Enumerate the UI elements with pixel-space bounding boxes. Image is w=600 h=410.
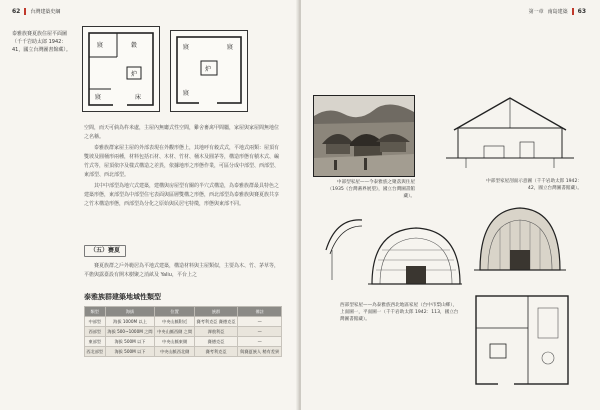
body-paragraph: 其中中部型為地穴式建築，建構與房屋型有關的半穴式構造，為泰雅族群最具特色之建築形態，東部型為中部型住宅表面與區層雙構之形態，西北部型為泰雅族與賽夏族共享之竹木構造形態，西部型為分化之原始與民居宅特徵，形態與東部不同。 (84, 183, 280, 207)
table-header-cell: 族群 (194, 307, 238, 317)
table-row (85, 347, 282, 357)
table-cell: 中央山脈西側 之間 (155, 327, 194, 337)
table-cell: 海拔 500M 以下 (105, 337, 155, 347)
left-page (0, 0, 299, 410)
body-paragraph: 泰雅族群家屋主屋的外部表現在外觀形態上，其地呼有穀式式，平地式兩類：屋頂有雙坡及圓桶形兩種，材料包括石材、木材、竹材、桶木及圓茅等，構造形態有積木式、編竹式等，屋頂依序及樣式構造之差異，依據地形之形態作業，可區分成中部型、西部型、東部型、西北部型。 (84, 145, 280, 178)
table-cell: 海拔 500~1000M 之間 (105, 327, 155, 337)
left-page-header (12, 8, 60, 15)
table-row (85, 317, 282, 327)
plan1-label-3: 炉 (131, 71, 138, 78)
right-page-number: 63 (577, 8, 586, 15)
plan1-label-2: 穀 (131, 42, 138, 49)
table-cell: 中央山脈附近 (155, 317, 194, 327)
plan1-label-4: 寢 (95, 94, 102, 101)
table-cell: 中央山脈西北側 (155, 347, 194, 357)
table-header-cell: 備註 (238, 307, 282, 317)
table-header-cell: 海拔 (105, 307, 155, 317)
header-accent-bar (24, 8, 26, 15)
table-cell: 中部型 (85, 317, 106, 327)
region-type-table (84, 306, 282, 357)
left-running-title: 台灣建築史綱 (30, 9, 61, 15)
plan2-label-4: 寢 (183, 90, 190, 97)
table-header-cell: 位置 (155, 307, 194, 317)
table-cell: 西北部型 (85, 347, 106, 357)
house-section-drawing (440, 88, 580, 174)
table-title: 泰雅族群建築地域性類型 (84, 293, 161, 301)
left-page-number: 62 (12, 8, 21, 15)
table-row (85, 327, 282, 337)
main-body-text (84, 124, 282, 211)
table-cell: 與賽夏族人 稍有差異 (238, 347, 282, 357)
table-cell: 賽德克亞 (194, 337, 238, 347)
table-cell: — (238, 337, 282, 347)
table-header-cell: 類型 (85, 307, 106, 317)
plan2-label-2: 寢 (227, 44, 234, 51)
header-accent-bar (572, 8, 574, 15)
floor-plan-figure-1 (82, 26, 160, 112)
plan1-label-1: 寢 (97, 42, 104, 49)
table-cell: — (238, 327, 282, 337)
floor-plan-figure-2 (170, 30, 248, 112)
figure-caption: 泰雅族賽夏族住屋平面圖（千千岩助太郎 1942：41，國立台灣圖書館藏）。 (12, 31, 71, 53)
photo-caption: 中部型家屋——今泰雅族之聚落與住屋（1935《台灣蕃界展望》，國立台灣圖書館藏）。 (327, 180, 415, 199)
round-hut-sketch (470, 200, 570, 282)
body-paragraph: 空間，而天可倘為杵米處，主屋內無廳式性空間，雞舍畜禽甲間屬，家屋與家屋間無地位之名稱。 (84, 125, 280, 140)
section-drawing-caption: 中部型家屋剖面示意圖（千千岩助太郎 1942：42，國立台灣圖書館藏）。 (486, 179, 582, 191)
table-cell: 東部型 (85, 337, 106, 347)
bottom-figure-caption: 西部型家屋——為泰雅族西北地區家屋（台中市梨山鄉），上面圖一，平面圖一（千千岩助太郎 1942：113，國立台灣圖書館藏）。 (340, 303, 459, 322)
section-heading: （五）賽夏 (84, 245, 126, 257)
chapter-label: 第一章 (528, 9, 544, 15)
table-cell: 賽考利克亞 (194, 347, 238, 357)
section-paragraph: 賽夏族群之戶外範居為平地式建築，構造材料與主屋類似，主要為木、竹、茅草等，平檐與露臺設有開木樹聚之消畝及 Yaliu，平台上之 (84, 263, 280, 278)
round-hut-section-sketch (322, 210, 464, 302)
section-body-text (84, 262, 282, 280)
table-header-row (85, 307, 282, 317)
table-cell: 中央山脈東側 (155, 337, 194, 347)
table-cell: — (238, 317, 282, 327)
plan1-label-5: 床 (135, 94, 142, 101)
village-photo (313, 95, 415, 177)
plan2-label-3: 炉 (205, 66, 212, 73)
right-floor-plan (468, 288, 576, 392)
table-cell: 西部型 (85, 327, 106, 337)
right-page-header (529, 8, 586, 15)
table-cell: 賽考利克亞 賽德克亞 (194, 317, 238, 327)
chapter-title: 南島建築 (547, 9, 568, 15)
table-cell: 海拔 1000M 以上 (105, 317, 155, 327)
table-cell: 澤敖利亞 (194, 327, 238, 337)
table-cell: 海拔 500M 以下 (105, 347, 155, 357)
table-row (85, 337, 282, 347)
plan2-label-1: 寢 (183, 44, 190, 51)
